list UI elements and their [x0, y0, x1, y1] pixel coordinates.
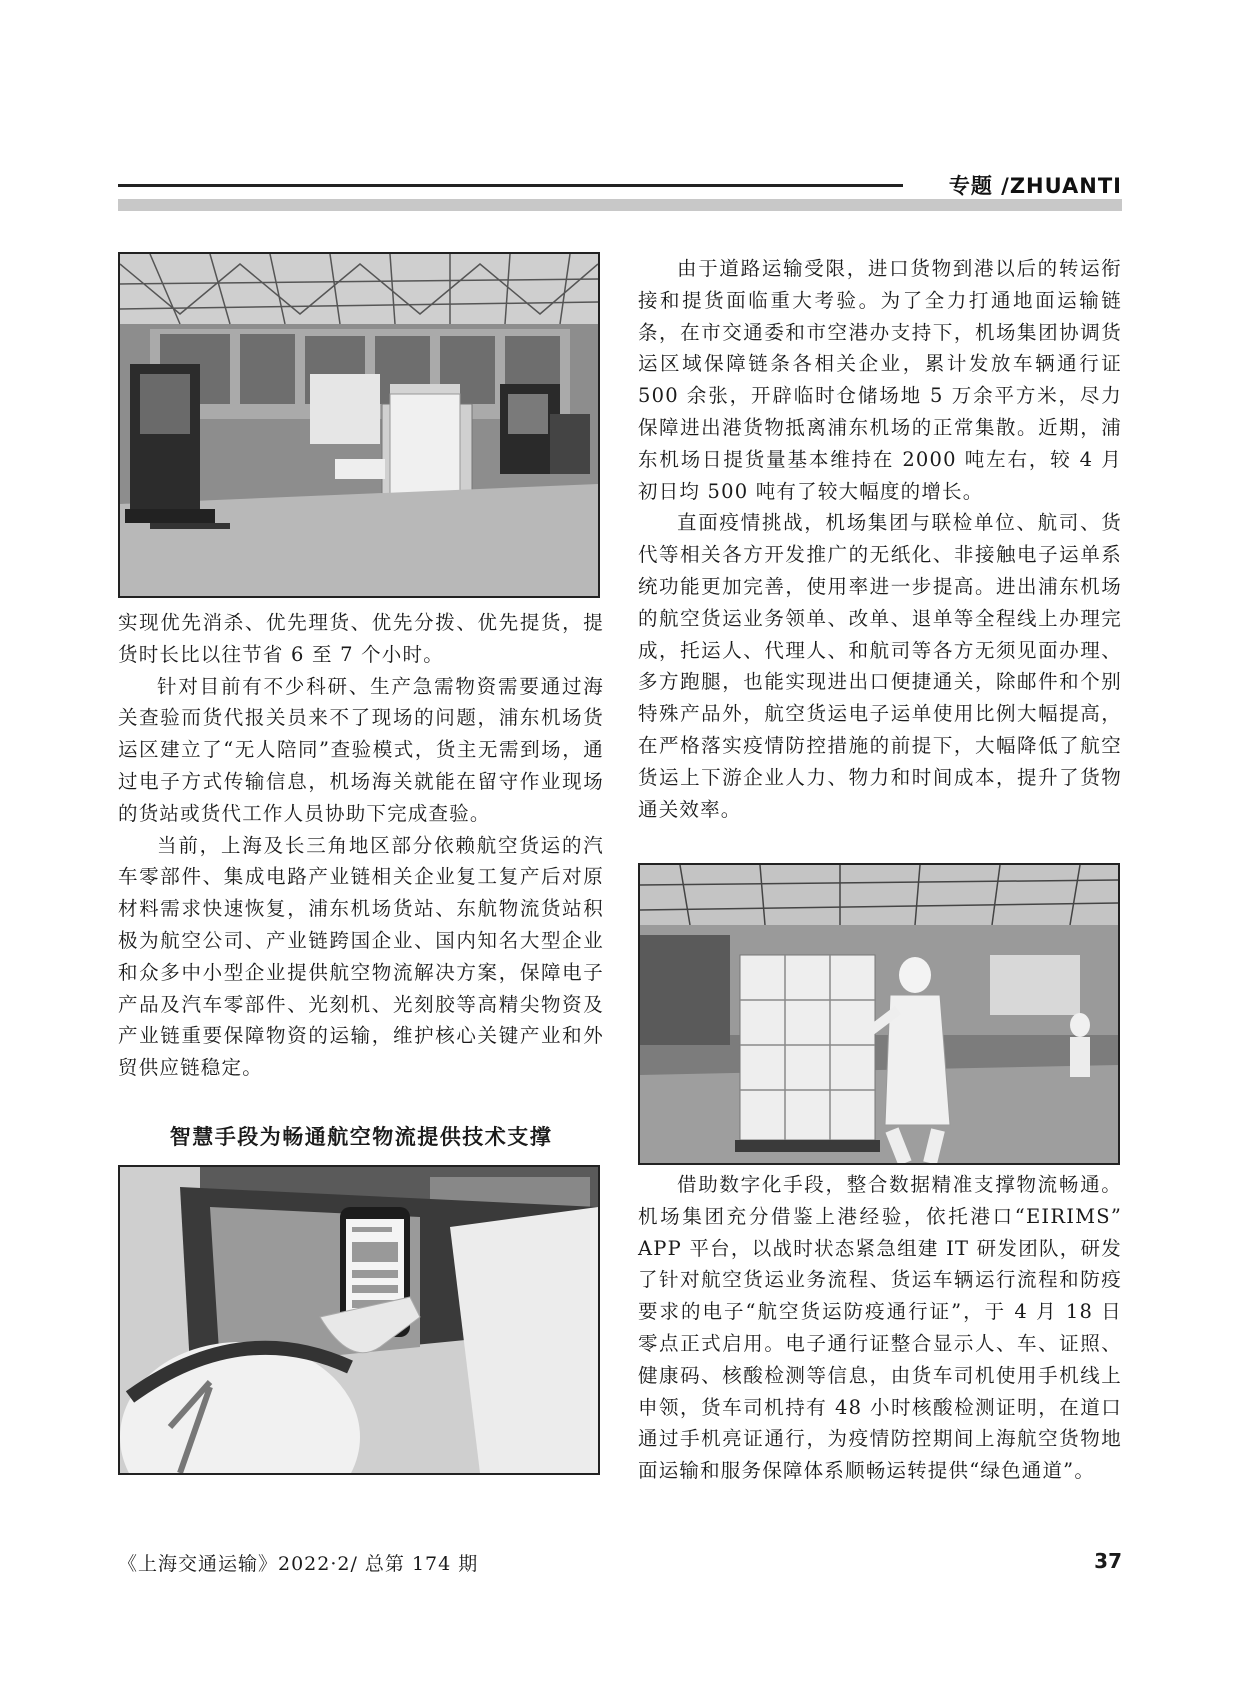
header-rule — [118, 184, 903, 187]
right-paragraph-3: 借助数字化手段，整合数据精准支撑物流畅通。机场集团充分借鉴上港经验，依托港口“EIRIMS” APP 平台，以战时状态紧急组建 IT 研发团队，研发了针对航空货运业务流程、货运车辆运行流程和防疫要求的电子“航空货运防疫通行证”，于 4 月 18 日零点正式启用。电子通行证整合显示人、车、证照、健康码、核酸检测等信息，由货车司机使用手机线上申领，货车司机持有 48 小时核酸检测证明，在道口通过手机亮证通行，为疫情防控期间上海航空货物地面运输和服务保障体系顺畅运转提供“绿色通道”。 — [638, 1173, 1122, 1483]
journal-citation: 《上海交通运输》2022·2/ 总第 174 期 — [118, 1553, 479, 1575]
section-heading: 智慧手段为畅通航空物流提供技术支撑 — [169, 1125, 553, 1149]
page-number: 37 — [1094, 1549, 1122, 1573]
cargo-worker-photo — [638, 863, 1120, 1165]
left-paragraph-2: 针对目前有不少科研、生产急需物资需要通过海关查验而货代报关员来不了现场的问题，浦东机场货运区建立了“无人陪同”查验模式，货主无需到场，通过电子方式传输信息，机场海关就能在留守作业现场的货站或货代工作人员协助下完成查验。 — [118, 674, 604, 825]
right-paragraph-2: 直面疫情挑战，机场集团与联检单位、航司、货代等相关各方开发推广的无纸化、非接触电子运单系统功能更加完善，使用率进一步提高。进出浦东机场的航空货运业务领单、改单、退单等全程线上办理完成，托运人、代理人、和航司等各方无须见面办理、多方跑腿，也能实现进出口便捷通关，除邮件和个别特殊产品外，航空货运电子运单使用比例大幅提高，在严格落实疫情防控措施的前提下，大幅降低了航空货运上下游企业人力、物力和时间成本，提升了货物通关效率。 — [638, 511, 1122, 821]
header-band — [118, 199, 1122, 211]
left-paragraph-1: 实现优先消杀、优先理货、优先分拨、优先提货，提货时长比以往节省 6 至 7 个小时。 — [118, 611, 604, 666]
warehouse-forklift-photo — [118, 252, 600, 598]
section-title: 专题 /ZHUANTI — [948, 174, 1122, 198]
right-paragraph-1: 由于道路运输受限，进口货物到港以后的转运衔接和提货面临重大考验。为了全力打通地面运输链条，在市交通委和市空港办支持下，机场集团协调货运区域保障链条各相关企业，累计发放车辆通行证 500 余张，开辟临时仓储场地 5 万余平方米，尽力保障进出港货物抵离浦东机场的正常集散。近期，浦东机场日提货量基本维持在 2000 吨左右，较 4 月初日均 500 吨有了较大幅度的增长。 — [638, 257, 1122, 503]
phone-pass-photo — [118, 1165, 600, 1475]
left-paragraph-3: 当前，上海及长三角地区部分依赖航空货运的汽车零部件、集成电路产业链相关企业复工复产后对原材料需求快速恢复，浦东机场货站、东航物流货站积极为航空公司、产业链跨国企业、国内知名大型企业和众多中小型企业提供航空物流解决方案，保障电子产品及汽车零部件、光刻机、光刻胶等高精尖物资及产业链重要保障物资的运输，维护核心关键产业和外贸供应链稳定。 — [118, 833, 604, 1080]
